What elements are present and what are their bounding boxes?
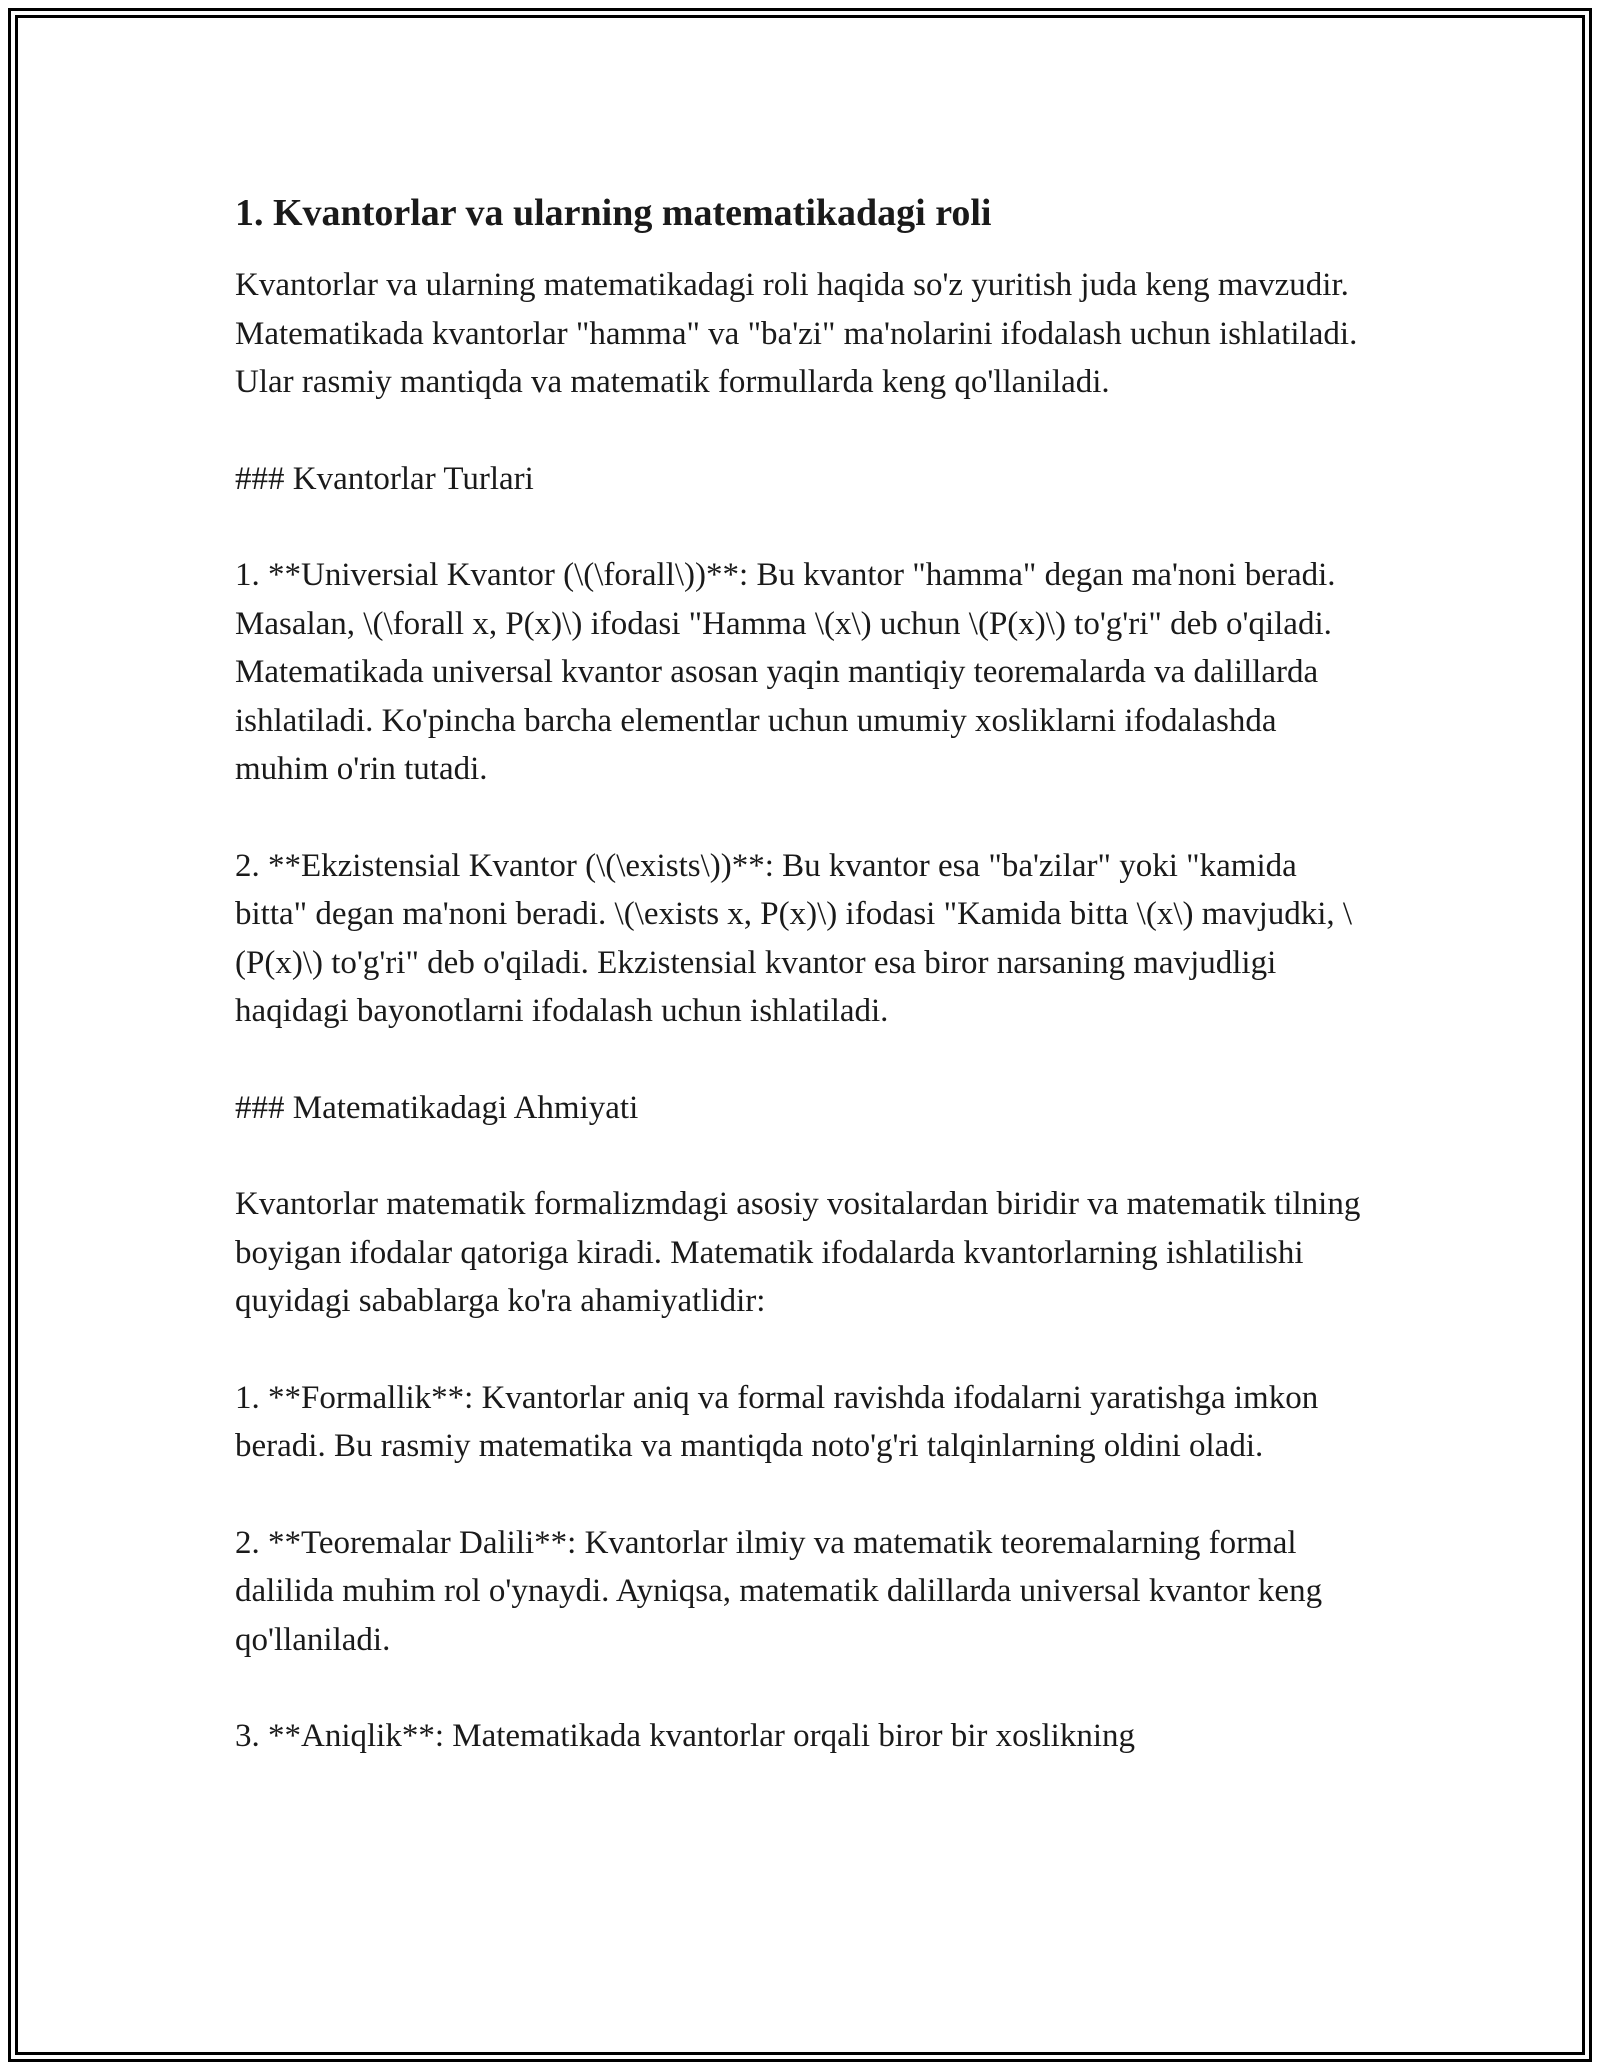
- paragraph-importance: Kvantorlar matematik formalizmdagi asosiy vositalardan biridir va matematik tilning boyigan ifodalar qatoriga kiradi. Matematik ifodalarda kvantorlarning ishlatilishi quyidagi sabablarga ko'ra ahamiyatlidir:: [235, 1186, 1361, 1319]
- document-body: [235, 185, 1370, 1761]
- paragraph-teoremalar-dalili: 2. **Teoremalar Dalili**: Kvantorlar ilmiy va matematik teoremalarning formal dalilida muhim rol o'ynaydi. Ayniqsa, matematik dalillarda universal kvantor keng qo'llaniladi.: [235, 1524, 1323, 1658]
- heading-matematikadagi-ahmiyati: ### Matematikadagi Ahmiyati: [235, 1089, 639, 1126]
- paragraph-universal-quantifier: 1. **Universial Kvantor (\(\forall\))**: Bu kvantor "hamma" degan ma'noni beradi. Masalan, \(\forall x, P(x)\) ifodasi "Hamma \(x\) uchun \(P(x)\) to'g'ri" deb o'qiladi. Matematikada universal kvantor asosan yaqin mantiqiy teoremalarda va dalillarda ishlatiladi. Ko'pincha barcha elementlar uchun umumiy xosliklarni ifodalashda muhim o'rin tutadi.: [235, 557, 1336, 787]
- paragraph-formallik: 1. **Formallik**: Kvantorlar aniq va formal ravishda ifodalarni yaratishga imkon beradi. Bu rasmiy matematika va mantiqda noto'g'ri talqinlarning oldini oladi.: [235, 1379, 1319, 1464]
- paragraph-aniqlik: 3. **Aniqlik**: Matematikada kvantorlar orqali biror bir xoslikning: [235, 1718, 1135, 1754]
- paragraph-intro: Kvantorlar va ularning matematikadagi roli haqida so'z yuritish juda keng mavzudir. Matematikada kvantorlar "hamma" va "ba'zi" ma'nolarini ifodalash uchun ishlatiladi. Ular rasmiy mantiqda va matematik formullarda keng qo'llaniladi.: [235, 267, 1358, 400]
- paragraph-existential-quantifier: 2. **Ekzistensial Kvantor (\(\exists\))**: Bu kvantor esa "ba'zilar" yoki "kamida bitta" degan ma'noni beradi. \(\exists x, P(x)\) ifodasi "Kamida bitta \(x\) mavjudki, \(P(x)\) to'g'ri" deb o'qiladi. Ekzistensial kvantor esa biror narsaning mavjudligi haqidagi bayonotlarni ifodalash uchun ishlatiladi.: [235, 847, 1353, 1029]
- document-title: 1. Kvantorlar va ularning matematikadagi roli: [235, 192, 992, 234]
- heading-kvantorlar-turlari: ### Kvantorlar Turlari: [235, 460, 534, 497]
